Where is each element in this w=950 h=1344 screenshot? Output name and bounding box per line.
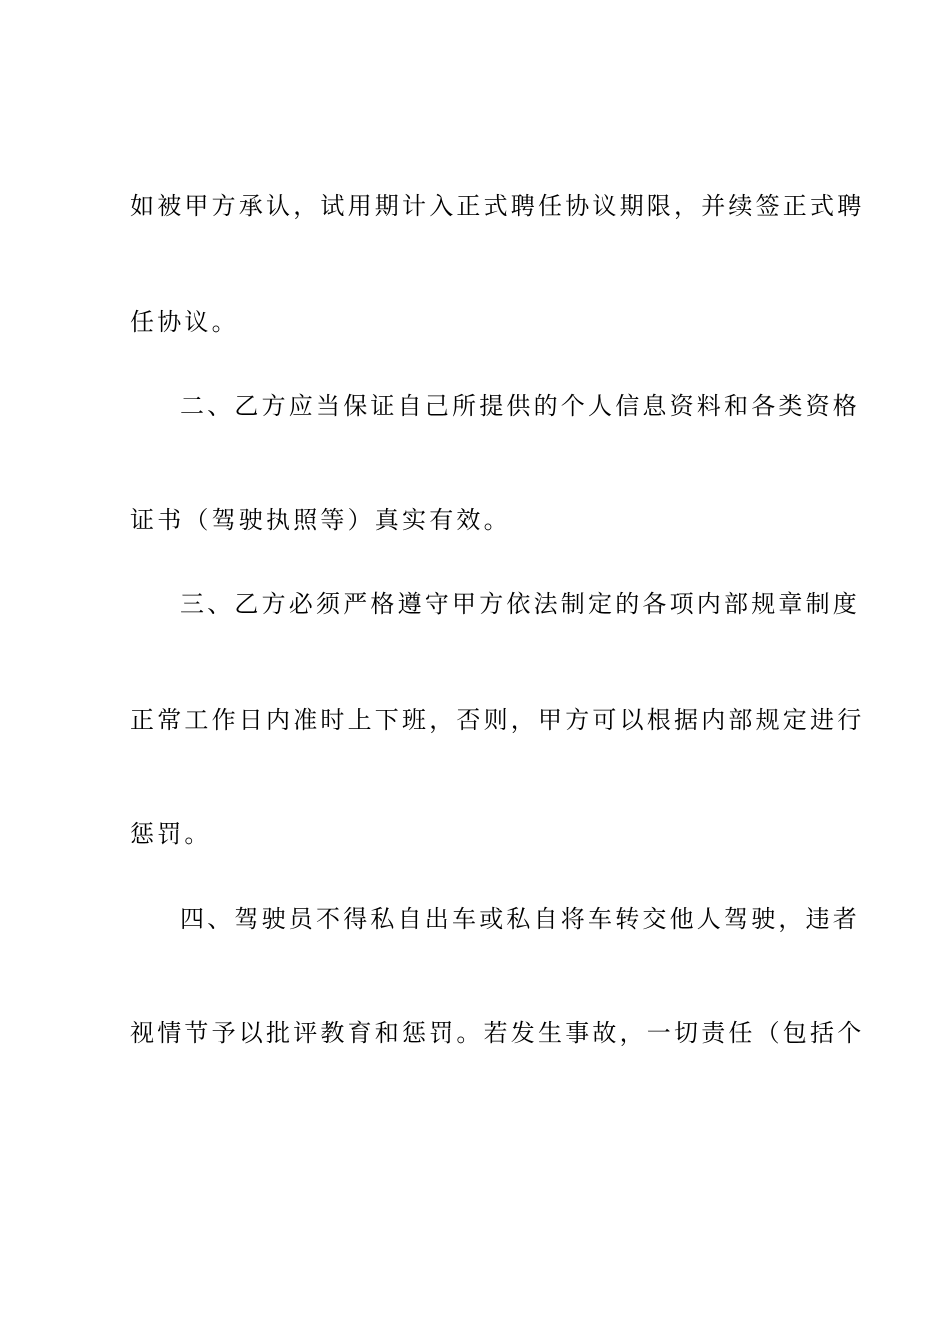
paragraph-line: 视情节予以批评教育和惩罚。若发生事故，一切责任（包括个 (130, 1019, 865, 1047)
paragraph-line: 任协议。 (130, 308, 239, 336)
paragraph-line: 如被甲方承认，试用期计入正式聘任协议期限，并续签正式聘 (130, 192, 865, 220)
paragraph-line: 正常工作日内准时上下班，否则，甲方可以根据内部规定进行 (130, 706, 865, 734)
paragraph-line: 证书（驾驶执照等）真实有效。 (130, 506, 511, 534)
paragraph-line: 四、驾驶员不得私自出车或私自将车转交他人驾驶，违者 (180, 905, 860, 933)
paragraph-line: 二、乙方应当保证自己所提供的个人信息资料和各类资格 (180, 392, 860, 420)
paragraph-line: 三、乙方必须严格遵守甲方依法制定的各项内部规章制度 (180, 590, 860, 618)
paragraph-line: 惩罚。 (130, 820, 212, 848)
